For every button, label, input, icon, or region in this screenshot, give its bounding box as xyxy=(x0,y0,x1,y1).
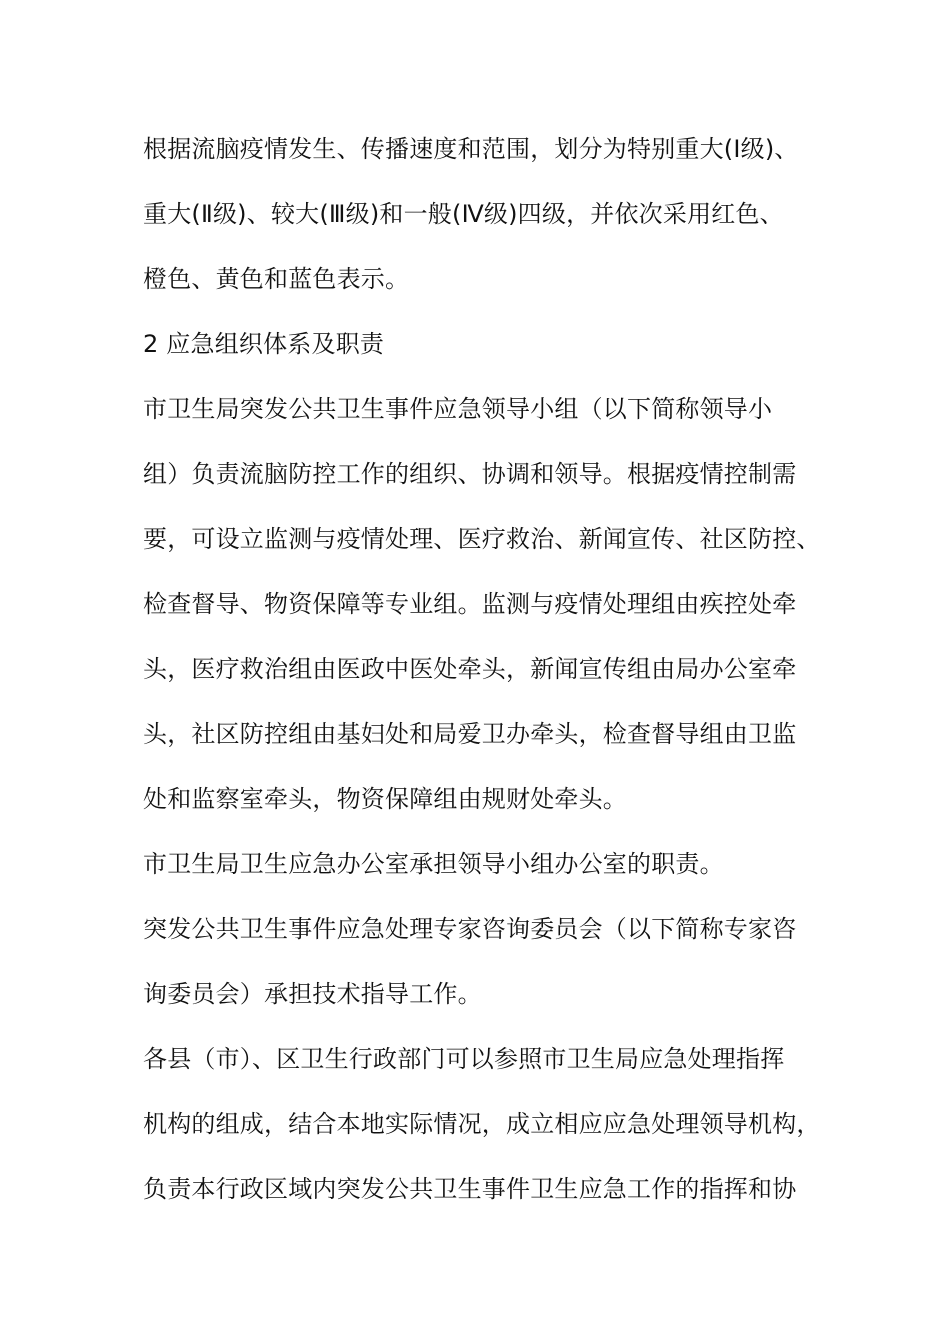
text-line-13: 突发公共卫生事件应急处理专家咨询委员会（以下简称专家咨 xyxy=(143,915,797,943)
text-line-2: 重大(Ⅱ级)、较大(Ⅲ级)和一般(Ⅳ级)四级，并依次采用红色、 xyxy=(143,200,784,228)
section-heading: 2 应急组织体系及职责 xyxy=(143,330,385,358)
text-line-10: 头，社区防控组由基妇处和局爱卫办牵头，检查督导组由卫监 xyxy=(143,720,797,748)
text-line-15: 各县（市）、区卫生行政部门可以参照市卫生局应急处理指挥 xyxy=(143,1045,785,1073)
text-line-17: 负责本行政区域内突发公共卫生事件卫生应急工作的指挥和协 xyxy=(143,1175,797,1203)
text-line-5: 市卫生局突发公共卫生事件应急领导小组（以下简称领导小 xyxy=(143,395,773,423)
text-line-8: 检查督导、物资保障等专业组。监测与疫情处理组由疾控处牵 xyxy=(143,590,797,618)
text-line-7: 要，可设立监测与疫情处理、医疗救治、新闻宣传、社区防控、 xyxy=(143,525,821,553)
text-line-14: 询委员会）承担技术指导工作。 xyxy=(143,980,482,1008)
text-line-3: 橙色、黄色和蓝色表示。 xyxy=(143,265,410,293)
text-line-9: 头，医疗救治组由医政中医处牵头，新闻宣传组由局办公室牵 xyxy=(143,655,797,683)
text-line-1: 根据流脑疫情发生、传播速度和范围，划分为特别重大(Ⅰ级)、 xyxy=(143,135,799,163)
text-line-6: 组）负责流脑防控工作的组织、协调和领导。根据疫情控制需 xyxy=(143,460,797,488)
text-line-11: 处和监察室牵头，物资保障组由规财处牵头。 xyxy=(143,785,627,813)
text-line-16: 机构的组成，结合本地实际情况，成立相应应急处理领导机构， xyxy=(143,1110,821,1138)
text-line-12: 市卫生局卫生应急办公室承担领导小组办公室的职责。 xyxy=(143,850,724,878)
